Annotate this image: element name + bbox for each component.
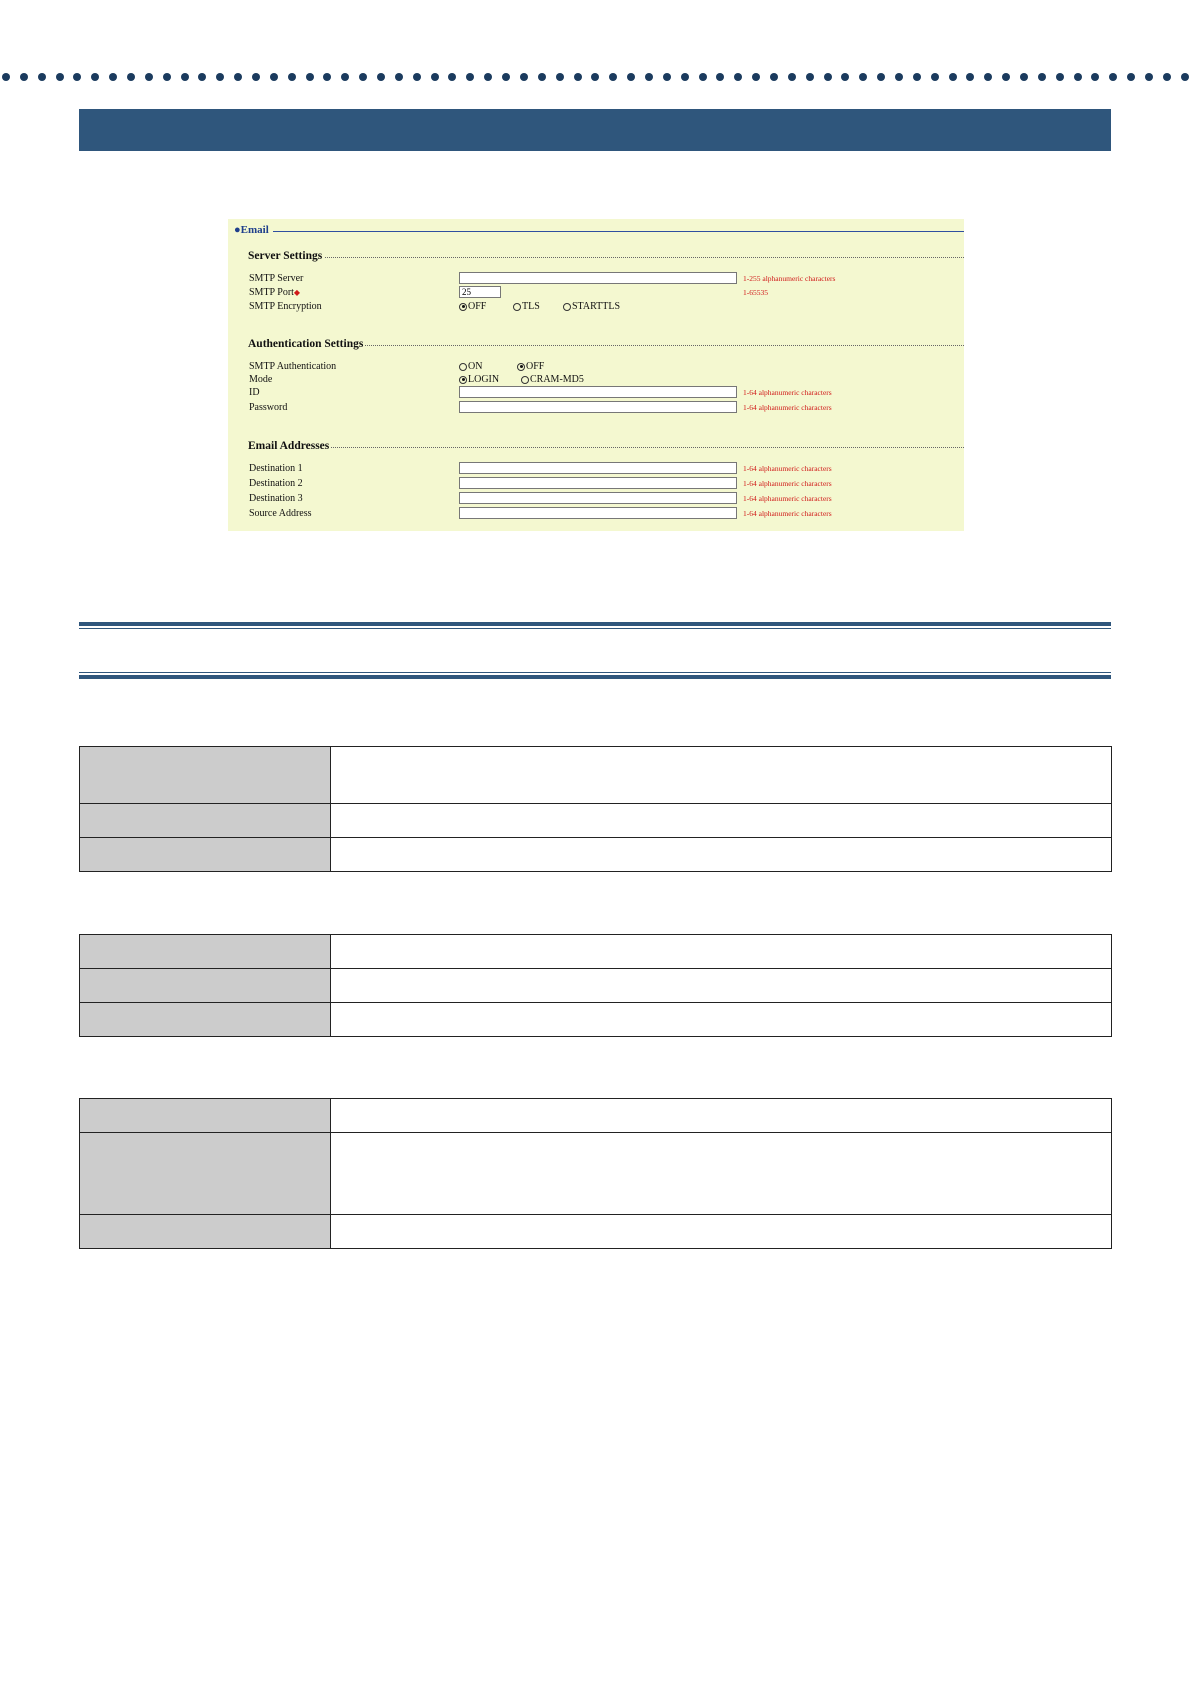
border-dot [216, 73, 224, 81]
border-dot [73, 73, 81, 81]
border-dot [484, 73, 492, 81]
destination2-label: Destination 2 [249, 478, 303, 489]
table-key-cell [80, 747, 331, 804]
settings-table-2 [79, 934, 1112, 1037]
border-dot [56, 73, 64, 81]
smtp-encryption-label: SMTP Encryption [249, 301, 322, 312]
table-row [80, 969, 1112, 1003]
table-row [80, 1003, 1112, 1037]
smtp-server-hint: 1-255 alphanumeric characters [743, 274, 836, 283]
border-dot [574, 73, 582, 81]
border-dot [234, 73, 242, 81]
border-dot [806, 73, 814, 81]
border-dot [1038, 73, 1046, 81]
heading-rule-bottom-thin [79, 672, 1111, 673]
settings-table-3 [79, 1098, 1112, 1249]
mode-login-radio[interactable]: LOGIN [459, 374, 499, 385]
border-dot [752, 73, 760, 81]
heading-rule-bottom [79, 675, 1111, 679]
border-dot [591, 73, 599, 81]
table-value-cell [331, 747, 1112, 804]
border-dot [1002, 73, 1010, 81]
border-dot [270, 73, 278, 81]
border-dot [1091, 73, 1099, 81]
source-address-label: Source Address [249, 508, 312, 519]
smtp-auth-label: SMTP Authentication [249, 361, 337, 372]
border-dot [448, 73, 456, 81]
email-settings-panel [228, 219, 964, 531]
encryption-off-radio[interactable]: OFF [459, 301, 486, 312]
heading-rule-top-thin [79, 628, 1111, 629]
table-value-cell [331, 1099, 1112, 1133]
table-key-cell [80, 804, 331, 838]
heading-rule-top [79, 622, 1111, 626]
border-dot [359, 73, 367, 81]
border-dot [1109, 73, 1117, 81]
auth-settings-heading: Authentication Settings [248, 338, 364, 350]
border-dot [252, 73, 260, 81]
border-dot [663, 73, 671, 81]
border-dot [288, 73, 296, 81]
table-row [80, 838, 1112, 872]
border-dot [966, 73, 974, 81]
border-dot [824, 73, 832, 81]
border-dot [681, 73, 689, 81]
source-address-hint: 1-64 alphanumeric characters [743, 509, 832, 518]
panel-title: ●Email [234, 224, 269, 236]
border-dot [877, 73, 885, 81]
table-key-cell [80, 838, 331, 872]
password-input[interactable] [459, 401, 737, 413]
table-row [80, 1133, 1112, 1215]
table-row [80, 747, 1112, 804]
password-label: Password [249, 402, 288, 413]
destination3-label: Destination 3 [249, 493, 303, 504]
border-dot [859, 73, 867, 81]
table-row [80, 935, 1112, 969]
border-dot [913, 73, 921, 81]
border-dot [1145, 73, 1153, 81]
border-dot [841, 73, 849, 81]
encryption-starttls-radio[interactable]: STARTTLS [563, 301, 620, 312]
border-dot [163, 73, 171, 81]
radio-selected-icon [459, 376, 467, 384]
border-dot [109, 73, 117, 81]
destination1-label: Destination 1 [249, 463, 303, 474]
source-address-input[interactable] [459, 507, 737, 519]
email-addresses-divider [248, 447, 964, 448]
border-dot [395, 73, 403, 81]
border-dot [502, 73, 510, 81]
dotted-border [0, 73, 1191, 83]
border-dot [198, 73, 206, 81]
border-dot [716, 73, 724, 81]
destination3-hint: 1-64 alphanumeric characters [743, 494, 832, 503]
border-dot [341, 73, 349, 81]
border-dot [788, 73, 796, 81]
border-dot [1020, 73, 1028, 81]
border-dot [895, 73, 903, 81]
border-dot [931, 73, 939, 81]
auth-off-radio[interactable]: OFF [517, 361, 544, 372]
border-dot [1163, 73, 1171, 81]
border-dot [91, 73, 99, 81]
border-dot [431, 73, 439, 81]
auth-on-radio[interactable]: ON [459, 361, 482, 372]
border-dot [1127, 73, 1135, 81]
border-dot [181, 73, 189, 81]
table-value-cell [331, 838, 1112, 872]
table-key-cell [80, 935, 331, 969]
smtp-server-input[interactable] [459, 272, 737, 284]
radio-unselected-icon [521, 376, 529, 384]
mode-cram-md5-radio[interactable]: CRAM-MD5 [521, 374, 584, 385]
table-value-cell [331, 1215, 1112, 1249]
border-dot [377, 73, 385, 81]
border-dot [1074, 73, 1082, 81]
border-dot [2, 73, 10, 81]
table-key-cell [80, 969, 331, 1003]
smtp-server-label: SMTP Server [249, 273, 304, 284]
smtp-port-hint: 1-65535 [743, 288, 768, 297]
border-dot [627, 73, 635, 81]
table-row [80, 804, 1112, 838]
encryption-tls-radio[interactable]: TLS [513, 301, 540, 312]
border-dot [699, 73, 707, 81]
destination2-input[interactable] [459, 477, 737, 489]
border-dot [127, 73, 135, 81]
destination1-hint: 1-64 alphanumeric characters [743, 464, 832, 473]
radio-selected-icon [517, 363, 525, 371]
server-settings-heading: Server Settings [248, 250, 323, 262]
border-dot [413, 73, 421, 81]
destination1-input[interactable] [459, 462, 737, 474]
id-label: ID [249, 387, 260, 398]
border-dot [323, 73, 331, 81]
smtp-port-label-row [249, 287, 300, 298]
email-addresses-heading: Email Addresses [248, 440, 330, 452]
border-dot [734, 73, 742, 81]
border-dot [949, 73, 957, 81]
smtp-port-input[interactable] [459, 286, 501, 298]
border-dot [1056, 73, 1064, 81]
id-hint: 1-64 alphanumeric characters [743, 388, 832, 397]
border-dot [520, 73, 528, 81]
table-row [80, 1099, 1112, 1133]
table-value-cell [331, 935, 1112, 969]
table-key-cell [80, 1003, 331, 1037]
radio-unselected-icon [459, 363, 467, 371]
border-dot [538, 73, 546, 81]
radio-unselected-icon [563, 303, 571, 311]
table-key-cell [80, 1215, 331, 1249]
border-dot [306, 73, 314, 81]
server-settings-divider [248, 257, 964, 258]
border-dot [38, 73, 46, 81]
border-dot [645, 73, 653, 81]
radio-selected-icon [459, 303, 467, 311]
border-dot [984, 73, 992, 81]
table-value-cell [331, 1133, 1112, 1215]
border-dot [1181, 73, 1189, 81]
border-dot [20, 73, 28, 81]
section-banner [79, 109, 1111, 151]
border-dot [609, 73, 617, 81]
panel-title-divider [273, 231, 964, 232]
border-dot [145, 73, 153, 81]
destination2-hint: 1-64 alphanumeric characters [743, 479, 832, 488]
smtp-port-label: SMTP Port [249, 287, 294, 298]
mode-label: Mode [249, 374, 273, 385]
table-value-cell [331, 969, 1112, 1003]
table-key-cell [80, 1099, 331, 1133]
border-dot [770, 73, 778, 81]
border-dot [556, 73, 564, 81]
required-mark-icon: ◆ [293, 288, 301, 297]
table-key-cell [80, 1133, 331, 1215]
settings-table-1 [79, 746, 1112, 872]
id-input[interactable] [459, 386, 737, 398]
radio-unselected-icon [513, 303, 521, 311]
destination3-input[interactable] [459, 492, 737, 504]
table-value-cell [331, 804, 1112, 838]
table-value-cell [331, 1003, 1112, 1037]
border-dot [466, 73, 474, 81]
table-row [80, 1215, 1112, 1249]
password-hint: 1-64 alphanumeric characters [743, 403, 832, 412]
